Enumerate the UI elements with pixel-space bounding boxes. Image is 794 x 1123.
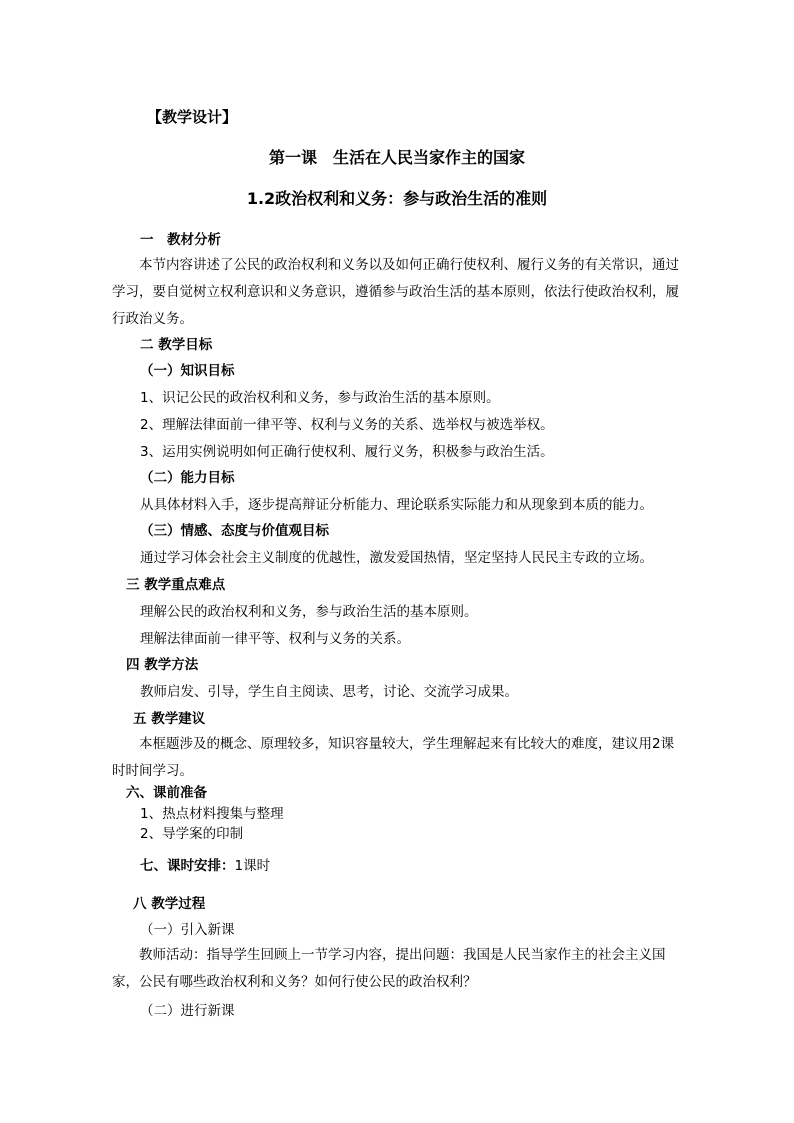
lesson-subtitle: 1.2政治权利和义务：参与政治生活的准则: [246, 189, 548, 208]
attitude-goal-text: 通过学习体会社会主义制度的优越性，激发爱国热情，坚定坚持人民民主专政的立场。: [140, 550, 653, 566]
process-step-new-lesson: （二）进行新课: [140, 1003, 235, 1019]
ability-goal-text: 从具体材料入手，逐步提高辩证分析能力、理论联系实际能力和从现象到本质的能力。: [140, 497, 653, 513]
section-3-heading: 三 教学重点难点: [126, 577, 226, 593]
section-1-body: 本节内容讲述了公民的政治权利和义务以及如何正确行使权利、履行义务的有关常识，通过学习，要自觉树立权利意识和义务意识，遵循参与政治生活的基本原则，依法行使政治权利，履行政治义务。: [112, 257, 679, 327]
lesson-title: 第一课 生活在人民当家作主的国家: [268, 148, 525, 167]
section-6-heading: 六、课前准备: [126, 785, 207, 801]
section-5-heading: 五 教学建议: [133, 711, 206, 727]
section-2-heading: 二 教学目标: [140, 337, 213, 353]
schedule-line: [140, 857, 270, 875]
knowledge-goal-item: 1、识记公民的政治权利和义务，参与政治生活的基本原则。: [140, 390, 500, 406]
attitude-goal-heading: （三）情感、态度与价值观目标: [140, 523, 329, 539]
section-4-heading: 四 教学方法: [126, 657, 199, 673]
key-point-item: 理解法律面前一律平等、权利与义务的关系。: [140, 631, 410, 647]
preparation-item: 2、导学案的印制: [140, 826, 244, 842]
section-7-heading: 七、课时安排：: [140, 858, 235, 874]
knowledge-goal-heading: （一）知识目标: [140, 363, 235, 379]
teaching-method-text: 教师启发、引导，学生自主阅读、思考，讨论、交流学习成果。: [140, 684, 518, 700]
section-5-body: 本框题涉及的概念、原理较多，知识容量较大，学生理解起来有比较大的难度，建议用2课时时间学习。: [112, 736, 675, 779]
process-step-intro: （一）引入新课: [140, 922, 235, 938]
knowledge-goal-item: 2、理解法律面前一律平等、权利与义务的关系、选举权与被选举权。: [140, 417, 554, 433]
schedule-value: 1课时: [234, 858, 271, 874]
preparation-item: 1、热点材料搜集与整理: [140, 806, 284, 822]
section-tag: 【教学设计】: [147, 108, 238, 126]
key-point-item: 理解公民的政治权利和义务，参与政治生活的基本原则。: [140, 604, 478, 620]
knowledge-goal-item: 3、运用实例说明如何正确行使权利、履行义务，积极参与政治生活。: [140, 444, 554, 460]
ability-goal-heading: （二）能力目标: [140, 470, 235, 486]
teacher-activity-text: 教师活动：指导学生回顾上一节学习内容，提出问题：我国是人民当家作主的社会主义国家，公民有哪些政治权利和义务？如何行使公民的政治权利？: [112, 947, 666, 990]
section-8-heading: 八 教学过程: [133, 896, 206, 912]
section-1-heading: 一 教材分析: [140, 232, 221, 248]
